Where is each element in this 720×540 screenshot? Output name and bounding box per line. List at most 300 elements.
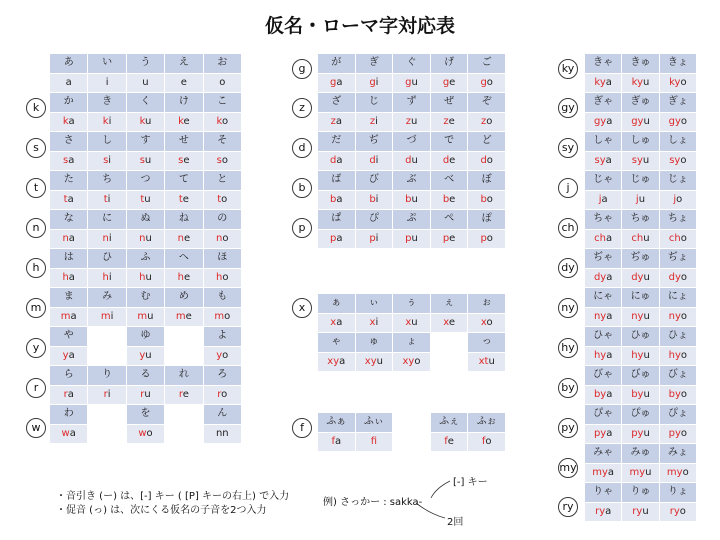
kana-row-k [50, 93, 242, 113]
romaji-cell: wa [50, 424, 88, 444]
romaji-cell: o [203, 73, 241, 93]
kana-cell: た [50, 171, 88, 191]
kana-cell: ん [203, 405, 241, 425]
kana-cell: ひゃ [585, 327, 622, 347]
page-title: 仮名・ローマ字対応表 [264, 15, 455, 37]
row-label-gy: gy [558, 98, 578, 118]
kana-cell: ご [468, 54, 506, 74]
romaji-cell: xo [468, 313, 506, 333]
kana-cell: りゅ [622, 483, 659, 503]
kana-cell [430, 333, 468, 353]
romaji-cell: nyo [659, 307, 696, 327]
kana-row-hy [585, 327, 697, 347]
kana-cell [165, 405, 203, 425]
kana-row-r [50, 366, 242, 386]
romaji-cell: f [355, 432, 393, 452]
kana-cell: ぼ [468, 171, 506, 191]
romaji-cell: xi [355, 313, 393, 333]
romaji-row-m [50, 307, 242, 327]
romaji-cell [165, 346, 203, 366]
romaji-cell: ni [88, 229, 126, 249]
kana-cell: じゃ [585, 171, 622, 191]
romaji-cell: dya [585, 268, 622, 288]
romaji-cell: bu [393, 190, 431, 210]
romaji-cell: de [430, 151, 468, 171]
kana-cell: じょ [659, 171, 696, 191]
romaji-row-h [50, 268, 242, 288]
kana-cell: を [126, 405, 164, 425]
romaji-cell: zo [468, 112, 506, 132]
romaji-cell: ru [126, 385, 164, 405]
kana-row-sy [585, 132, 697, 152]
kana-cell: っ [468, 333, 506, 353]
romaji-cell: zu [393, 112, 431, 132]
romaji-row-my [585, 463, 697, 483]
kana-row-ny [585, 288, 697, 308]
kana-cell: ぃ [355, 294, 393, 314]
kana-cell: きゅ [622, 54, 659, 74]
romaji-cell: syo [659, 151, 696, 171]
romaji-cell: su [126, 151, 164, 171]
kana-cell [165, 327, 203, 347]
kana-cell: ゆ [126, 327, 164, 347]
romaji-cell: i [88, 73, 126, 93]
romaji-cell: ke [165, 112, 203, 132]
romaji-cell: bya [585, 385, 622, 405]
romaji-cell: ta [50, 190, 88, 210]
romaji-cell: ka [50, 112, 88, 132]
kana-cell: ぅ [393, 294, 431, 314]
kana-cell: げ [430, 54, 468, 74]
romaji-cell: da [318, 151, 356, 171]
example-text: 例) さっかー : sakka- [323, 497, 423, 508]
kana-row-py [585, 405, 697, 425]
romaji-cell: be [430, 190, 468, 210]
romaji-cell: cho [659, 229, 696, 249]
romaji-cell: pa [318, 229, 356, 249]
romaji-row-j [585, 190, 697, 210]
kana-cell: ち [88, 171, 126, 191]
kana-cell: い [88, 54, 126, 74]
row-label-my: my [558, 458, 578, 478]
row-label-j: j [558, 178, 578, 198]
romaji-row-gy [585, 112, 697, 132]
kana-cell: しゅ [622, 132, 659, 152]
callout-twice: 2回 [447, 517, 464, 528]
kana-cell: ぴ [355, 210, 393, 230]
kana-cell: う [126, 54, 164, 74]
romaji-cell: pi [355, 229, 393, 249]
romaji-cell: ho [203, 268, 241, 288]
row-label-z: z [292, 98, 312, 118]
romaji-cell: se [165, 151, 203, 171]
kana-cell: ぢゅ [622, 249, 659, 269]
romaji-cell: xu [393, 313, 431, 333]
romaji-cell [430, 352, 468, 372]
kana-cell: ぬ [126, 210, 164, 230]
romaji-row-by [585, 385, 697, 405]
kana-cell: る [126, 366, 164, 386]
row-label-g: g [292, 59, 312, 79]
kana-cell: し [88, 132, 126, 152]
romaji-cell: kyo [659, 73, 696, 93]
kana-cell: さ [50, 132, 88, 152]
kana-cell: ざ [318, 93, 356, 113]
kana-cell: ちょ [659, 210, 696, 230]
kana-cell: ぢゃ [585, 249, 622, 269]
kana-cell: れ [165, 366, 203, 386]
kana-row-by [585, 366, 697, 386]
kana-row-m [50, 288, 242, 308]
romaji-cell: gyo [659, 112, 696, 132]
row-label-k: k [26, 98, 46, 118]
row-label-n: n [26, 218, 46, 238]
romaji-cell: nya [585, 307, 622, 327]
kana-cell: が [318, 54, 356, 74]
kana-cell: ゅ [355, 333, 393, 353]
romaji-cell: e [165, 73, 203, 93]
kana-row-gy [585, 93, 697, 113]
romaji-row-d [318, 151, 506, 171]
romaji-row-sy [585, 151, 697, 171]
kana-cell: ひょ [659, 327, 696, 347]
kana-cell: せ [165, 132, 203, 152]
row-label-h: h [26, 258, 46, 278]
romaji-row-ky [585, 73, 697, 93]
kana-cell: ろ [203, 366, 241, 386]
romaji-cell: u [126, 73, 164, 93]
kana-cell: こ [203, 93, 241, 113]
romaji-cell: ba [318, 190, 356, 210]
kana-cell: り [88, 366, 126, 386]
kana-cell: じ [355, 93, 393, 113]
kana-cell: みゃ [585, 444, 622, 464]
kana-row-ch [585, 210, 697, 230]
kana-cell [88, 327, 126, 347]
romaji-row-r [50, 385, 242, 405]
kana-cell: ぞ [468, 93, 506, 113]
romaji-row-w [50, 424, 242, 444]
kana-cell: しょ [659, 132, 696, 152]
voiced-kana-table [317, 53, 506, 249]
kana-cell: ちゅ [622, 210, 659, 230]
kana-row-j [585, 171, 697, 191]
row-label-ny: ny [558, 298, 578, 318]
romaji-cell: to [203, 190, 241, 210]
romaji-cell: xe [430, 313, 468, 333]
kana-cell: ぴゅ [622, 405, 659, 425]
romaji-cell: dyo [659, 268, 696, 288]
romaji-cell: xya [318, 352, 356, 372]
kana-cell: ぷ [393, 210, 431, 230]
kana-row-s [50, 132, 242, 152]
row-label-f: f [292, 418, 312, 438]
romaji-cell: gi [355, 73, 393, 93]
romaji-row-ry [585, 502, 697, 522]
romaji-cell: zi [355, 112, 393, 132]
romaji-cell: fa [318, 432, 356, 452]
romaji-cell: myu [622, 463, 659, 483]
kana-cell: ど [468, 132, 506, 152]
kana-cell: つ [126, 171, 164, 191]
row-label-d: d [292, 138, 312, 158]
romaji-cell [165, 424, 203, 444]
romaji-cell: ne [165, 229, 203, 249]
romaji-cell: ti [88, 190, 126, 210]
romaji-cell: ju [622, 190, 659, 210]
romaji-cell: fe [430, 432, 468, 452]
kana-cell: ぐ [393, 54, 431, 74]
kana-cell: く [126, 93, 164, 113]
kana-cell: しゃ [585, 132, 622, 152]
kana-cell: あ [50, 54, 88, 74]
kana-cell: ま [50, 288, 88, 308]
romaji-cell: sya [585, 151, 622, 171]
kana-cell: りゃ [585, 483, 622, 503]
kana-cell: みゅ [622, 444, 659, 464]
romaji-row-row2 [318, 352, 506, 372]
kana-cell: ふぇ [430, 413, 468, 433]
romaji-cell: ki [88, 112, 126, 132]
romaji-cell: tu [126, 190, 164, 210]
romaji-cell: gu [393, 73, 431, 93]
kana-cell: ぇ [430, 294, 468, 314]
kana-row-p [318, 210, 506, 230]
romaji-cell: ja [585, 190, 622, 210]
romaji-cell: mo [203, 307, 241, 327]
romaji-row-n [50, 229, 242, 249]
romaji-cell: mya [585, 463, 622, 483]
kana-cell: づ [393, 132, 431, 152]
kana-cell: な [50, 210, 88, 230]
kana-cell: び [355, 171, 393, 191]
kana-cell: と [203, 171, 241, 191]
romaji-cell: ra [50, 385, 88, 405]
kana-row-w [50, 405, 242, 425]
kana-row-h [50, 249, 242, 269]
romaji-cell: xa [318, 313, 356, 333]
kana-cell: ね [165, 210, 203, 230]
row-label-m: m [26, 298, 46, 318]
romaji-cell: pyo [659, 424, 696, 444]
kana-cell: の [203, 210, 241, 230]
row-label-b: b [292, 178, 312, 198]
romaji-cell: za [318, 112, 356, 132]
kana-row-n [50, 210, 242, 230]
kana-cell: す [126, 132, 164, 152]
row-label-p: p [292, 218, 312, 238]
kana-cell: ず [393, 93, 431, 113]
romaji-cell: hu [126, 268, 164, 288]
kana-cell: ぁ [318, 294, 356, 314]
row-label-ry: ry [558, 497, 578, 517]
romaji-cell: byo [659, 385, 696, 405]
romaji-cell: na [50, 229, 88, 249]
kana-cell: よ [203, 327, 241, 347]
row-label-y: y [26, 338, 46, 358]
row-label-hy: hy [558, 338, 578, 358]
kana-cell: え [165, 54, 203, 74]
romaji-row-k [50, 112, 242, 132]
romaji-cell: pyu [622, 424, 659, 444]
romaji-cell: do [468, 151, 506, 171]
kana-row-f [318, 413, 506, 433]
kana-row-row1 [318, 294, 506, 314]
romaji-row-dy [585, 268, 697, 288]
romaji-cell: xyu [355, 352, 393, 372]
romaji-cell: gya [585, 112, 622, 132]
romaji-cell: pu [393, 229, 431, 249]
romaji-cell: te [165, 190, 203, 210]
small-kana-table [317, 293, 506, 372]
kana-cell: きゃ [585, 54, 622, 74]
kana-cell: みょ [659, 444, 696, 464]
romaji-cell: chu [622, 229, 659, 249]
kana-cell: ほ [203, 249, 241, 269]
romaji-cell: cha [585, 229, 622, 249]
kana-cell: も [203, 288, 241, 308]
kana-row-row2 [318, 333, 506, 353]
kana-cell: き [88, 93, 126, 113]
romaji-cell: no [203, 229, 241, 249]
romaji-cell: nn [203, 424, 241, 444]
kana-cell: ぎょ [659, 93, 696, 113]
kana-cell: ちゃ [585, 210, 622, 230]
kana-cell: ふ [126, 249, 164, 269]
kana-cell: ひゅ [622, 327, 659, 347]
row-label-by: by [558, 378, 578, 398]
kana-cell: だ [318, 132, 356, 152]
romaji-cell: me [165, 307, 203, 327]
romaji-cell: du [393, 151, 431, 171]
row-label-py: py [558, 418, 578, 438]
romaji-cell: yu [126, 346, 164, 366]
romaji-cell: ya [50, 346, 88, 366]
romaji-cell [393, 432, 431, 452]
kana-row-z [318, 93, 506, 113]
romaji-cell: pe [430, 229, 468, 249]
romaji-cell: ze [430, 112, 468, 132]
romaji-cell: si [88, 151, 126, 171]
kana-cell: ふぃ [355, 413, 393, 433]
callout-hyphen-key: [-] キー [453, 477, 488, 488]
row-label-t: t [26, 178, 46, 198]
kana-row-d [318, 132, 506, 152]
kana-cell: わ [50, 405, 88, 425]
kana-cell: びゃ [585, 366, 622, 386]
romaji-row-a [50, 73, 242, 93]
romaji-row-hy [585, 346, 697, 366]
kana-cell: け [165, 93, 203, 113]
kana-cell: め [165, 288, 203, 308]
kana-cell: へ [165, 249, 203, 269]
romaji-cell: go [468, 73, 506, 93]
kana-row-a [50, 54, 242, 74]
kana-cell: ひ [88, 249, 126, 269]
row-label-ch: ch [558, 218, 578, 238]
kana-cell: にゅ [622, 288, 659, 308]
romaji-cell: ha [50, 268, 88, 288]
romaji-cell: hyu [622, 346, 659, 366]
romaji-cell: kya [585, 73, 622, 93]
romaji-cell: ge [430, 73, 468, 93]
kana-cell: にゃ [585, 288, 622, 308]
romaji-cell: gyu [622, 112, 659, 132]
kana-cell: ぉ [468, 294, 506, 314]
romaji-cell: ko [203, 112, 241, 132]
f-kana-table [317, 412, 506, 452]
romaji-cell: wo [126, 424, 164, 444]
romaji-cell: re [165, 385, 203, 405]
kana-cell: ぴゃ [585, 405, 622, 425]
romaji-cell: ro [203, 385, 241, 405]
romaji-row-z [318, 112, 506, 132]
romaji-cell: hya [585, 346, 622, 366]
kana-cell: お [203, 54, 241, 74]
romaji-cell: he [165, 268, 203, 288]
romaji-cell: ma [50, 307, 88, 327]
romaji-cell: hi [88, 268, 126, 288]
kana-cell: ゃ [318, 333, 356, 353]
callout-line-key [431, 481, 450, 498]
romaji-row-ny [585, 307, 697, 327]
kana-cell: に [88, 210, 126, 230]
kana-cell: ぶ [393, 171, 431, 191]
romaji-cell: po [468, 229, 506, 249]
kana-cell: きょ [659, 54, 696, 74]
kana-cell: にょ [659, 288, 696, 308]
romaji-row-p [318, 229, 506, 249]
romaji-cell: byu [622, 385, 659, 405]
kana-cell [88, 405, 126, 425]
kana-cell: ら [50, 366, 88, 386]
romaji-cell: ryu [622, 502, 659, 522]
kana-row-ky [585, 54, 697, 74]
kana-cell: ぢ [355, 132, 393, 152]
romaji-cell: kyu [622, 73, 659, 93]
romaji-cell: di [355, 151, 393, 171]
romaji-cell [88, 346, 126, 366]
romaji-row-b [318, 190, 506, 210]
kana-cell: ふぁ [318, 413, 356, 433]
kana-cell: じゅ [622, 171, 659, 191]
kana-cell: ぎゅ [622, 93, 659, 113]
romaji-row-s [50, 151, 242, 171]
kana-cell: ぽ [468, 210, 506, 230]
kana-cell: か [50, 93, 88, 113]
row-label-w: w [26, 418, 46, 438]
romaji-cell: sa [50, 151, 88, 171]
kana-cell: ぎゃ [585, 93, 622, 113]
kana-cell [393, 413, 431, 433]
romaji-cell: a [50, 73, 88, 93]
kana-cell: ぎ [355, 54, 393, 74]
romaji-cell: hyo [659, 346, 696, 366]
kana-cell: や [50, 327, 88, 347]
romaji-row-ch [585, 229, 697, 249]
youon-kana-table [584, 53, 697, 522]
kana-cell: そ [203, 132, 241, 152]
romaji-cell: syu [622, 151, 659, 171]
romaji-cell: ku [126, 112, 164, 132]
kana-row-dy [585, 249, 697, 269]
kana-cell: ょ [393, 333, 431, 353]
kana-cell: み [88, 288, 126, 308]
romaji-cell: jo [659, 190, 696, 210]
romaji-cell: yo [203, 346, 241, 366]
romaji-row-g [318, 73, 506, 93]
kana-cell: べ [430, 171, 468, 191]
